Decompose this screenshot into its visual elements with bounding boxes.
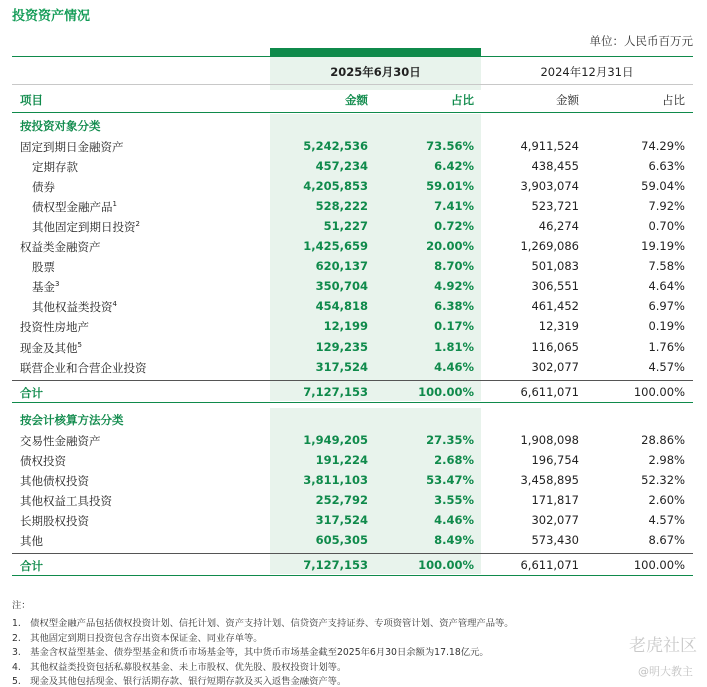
total-current-ratio: 100.00% <box>418 558 474 573</box>
section-title: 按会计核算方法分类 <box>20 413 124 427</box>
current-ratio: 59.01% <box>426 178 474 193</box>
prior-ratio: 28.86% <box>641 432 685 447</box>
row-label: 交易性金融资产 <box>20 433 101 448</box>
total-prior-ratio: 100.00% <box>633 384 685 399</box>
prior-ratio: 1.76% <box>648 339 685 354</box>
period-current: 2025年6月30日 <box>330 65 421 79</box>
current-amount: 5,242,536 <box>303 138 368 153</box>
prior-amount: 501,083 <box>531 259 579 274</box>
prior-ratio: 74.29% <box>641 138 685 153</box>
current-amount: 350,704 <box>315 279 368 294</box>
total-prior-amount: 6,611,071 <box>520 384 579 399</box>
prior-ratio: 4.64% <box>648 279 685 294</box>
current-amount: 3,811,103 <box>303 472 368 487</box>
prior-amount: 306,551 <box>531 279 579 294</box>
prior-ratio: 7.58% <box>648 259 685 274</box>
current-ratio: 8.49% <box>434 533 474 547</box>
prior-ratio: 2.98% <box>648 452 685 467</box>
prior-amount: 3,903,074 <box>520 178 579 193</box>
current-amount: 191,224 <box>315 452 368 467</box>
current-ratio: 7.41% <box>434 198 474 213</box>
current-ratio: 1.81% <box>434 339 474 354</box>
col-item-header: 项目 <box>20 93 43 107</box>
current-amount: 620,137 <box>315 259 368 274</box>
row-label-text: 债权型金融产品 <box>32 199 113 214</box>
prior-ratio: 19.19% <box>641 239 685 253</box>
watermark-user: @明大教主 <box>638 665 693 678</box>
col-ratio-prior: 占比 <box>662 93 685 107</box>
prior-amount: 302,077 <box>531 359 579 374</box>
total-bottom-rule <box>12 402 693 403</box>
current-amount: 317,524 <box>315 359 368 374</box>
prior-ratio: 52.32% <box>641 472 685 487</box>
footnote-item: 3. 基金含权益型基金、债券型基金和货币市场基金等，其中货币市场基金截至2025年6月30日余额为17.18亿元。 <box>12 647 489 659</box>
current-ratio: 3.55% <box>434 492 474 507</box>
current-amount: 317,524 <box>315 512 368 527</box>
prior-amount: 523,721 <box>531 198 579 213</box>
row-label: 投资性房地产 <box>20 320 89 335</box>
prior-ratio: 4.57% <box>648 359 685 374</box>
footnote-ref: 5 <box>77 340 82 349</box>
total-prior-amount: 6,611,071 <box>520 558 579 573</box>
prior-amount: 12,319 <box>538 319 579 334</box>
prior-amount: 4,911,524 <box>520 138 579 153</box>
current-ratio: 4.46% <box>434 359 474 374</box>
prior-ratio: 4.57% <box>648 512 685 527</box>
row-label-text: 现金及其他 <box>20 340 78 355</box>
current-ratio: 2.68% <box>434 452 474 467</box>
footnote-item: 5. 现金及其他包括现金、银行活期存款、银行短期存款及买入返售金融资产等。 <box>12 676 347 687</box>
section-title: 按投资对象分类 <box>20 119 101 133</box>
prior-amount: 438,455 <box>531 158 579 173</box>
current-amount: 528,222 <box>315 198 368 213</box>
prior-amount: 573,430 <box>531 533 579 547</box>
prior-ratio: 0.70% <box>648 218 685 233</box>
row-label <box>32 219 140 235</box>
prior-ratio: 2.60% <box>648 492 685 507</box>
row-label <box>32 199 117 215</box>
col-amount-current: 金额 <box>345 93 368 107</box>
current-ratio: 53.47% <box>426 472 474 487</box>
notes-title: 注： <box>12 600 31 611</box>
current-ratio: 0.72% <box>434 218 474 233</box>
prior-amount: 1,269,086 <box>520 239 579 253</box>
prior-ratio: 6.97% <box>648 299 685 314</box>
prior-ratio: 8.67% <box>648 533 685 547</box>
row-label-text: 其他权益类投资 <box>32 300 113 315</box>
row-label: 固定到期日金融资产 <box>20 139 124 154</box>
total-prior-ratio: 100.00% <box>633 558 685 573</box>
current-amount: 12,199 <box>323 319 368 334</box>
footnote-item: 1. 债权型金融产品包括债权投资计划、信托计划、资产支持计划、信贷资产支持证券、专项资管计划、资产管理产品等。 <box>12 618 514 629</box>
row-label: 定期存款 <box>32 159 78 174</box>
current-amount: 454,818 <box>315 299 368 314</box>
current-ratio: 73.56% <box>426 138 474 153</box>
col-ratio-current: 占比 <box>451 93 474 107</box>
footnote-ref: 1 <box>112 199 117 208</box>
current-amount: 1,425,659 <box>303 239 368 253</box>
total-label: 合计 <box>20 559 43 574</box>
current-ratio: 0.17% <box>434 319 474 334</box>
current-amount: 605,305 <box>315 533 368 547</box>
current-ratio: 27.35% <box>426 432 474 447</box>
current-amount: 457,234 <box>315 158 368 173</box>
row-label: 其他权益工具投资 <box>20 493 112 508</box>
total-current-ratio: 100.00% <box>418 384 474 399</box>
footnote-item: 4. 其他权益类投资包括私募股权基金、未上市股权、优先股、股权投资计划等。 <box>12 661 347 673</box>
prior-ratio: 0.19% <box>648 319 685 334</box>
current-period-bar <box>270 48 481 56</box>
row-label-text: 其他固定到期日投资 <box>32 219 136 234</box>
row-label: 联营企业和合营企业投资 <box>20 360 147 375</box>
header-bottom-rule <box>12 112 693 113</box>
current-amount: 4,205,853 <box>303 178 368 193</box>
prior-amount: 46,274 <box>538 218 579 233</box>
prior-ratio: 6.63% <box>648 158 685 173</box>
total-label: 合计 <box>20 385 43 400</box>
current-amount: 51,227 <box>323 218 368 233</box>
current-ratio: 4.46% <box>434 512 474 527</box>
row-label: 债券 <box>32 179 55 194</box>
row-label: 其他债权投资 <box>20 473 89 488</box>
prior-ratio: 59.04% <box>641 178 685 193</box>
current-ratio: 20.00% <box>426 239 474 253</box>
row-label: 股票 <box>32 260 55 275</box>
row-label <box>32 299 117 315</box>
row-label <box>32 279 59 295</box>
prior-amount: 302,077 <box>531 512 579 527</box>
prior-amount: 461,452 <box>531 299 579 314</box>
period-prior: 2024年12月31日 <box>540 65 634 79</box>
prior-amount: 1,908,098 <box>520 432 579 447</box>
current-ratio: 4.92% <box>434 279 474 294</box>
row-label <box>20 340 82 356</box>
unit-label: 单位：人民币百万元 <box>589 34 693 48</box>
current-ratio: 6.42% <box>434 158 474 173</box>
prior-amount: 171,817 <box>531 492 579 507</box>
prior-ratio: 7.92% <box>648 198 685 213</box>
header-mid-rule <box>12 84 693 85</box>
prior-amount: 3,458,895 <box>520 472 579 487</box>
current-amount: 1,949,205 <box>303 432 368 447</box>
total-bottom-rule <box>12 575 693 576</box>
current-amount: 129,235 <box>315 339 368 354</box>
total-current-amount: 7,127,153 <box>303 558 368 573</box>
current-ratio: 8.70% <box>434 259 474 274</box>
col-amount-prior: 金额 <box>556 93 579 107</box>
total-current-amount: 7,127,153 <box>303 384 368 399</box>
current-ratio: 6.38% <box>434 299 474 314</box>
footnote-ref: 2 <box>135 220 140 229</box>
footnote-ref: 4 <box>112 300 117 309</box>
prior-amount: 116,065 <box>531 339 579 354</box>
row-label: 权益类金融资产 <box>20 240 101 254</box>
row-label: 长期股权投资 <box>20 513 89 528</box>
footnote-item: 2. 其他固定到期日投资包含存出资本保证金、同业存单等。 <box>12 632 263 644</box>
current-amount: 252,792 <box>315 492 368 507</box>
footnote-ref: 3 <box>55 280 60 289</box>
page-title: 投资资产情况 <box>12 9 91 24</box>
watermark-logo: 老虎社区 <box>629 636 697 656</box>
row-label-text: 基金 <box>32 280 55 295</box>
prior-amount: 196,754 <box>531 452 579 467</box>
row-label: 债权投资 <box>20 453 66 468</box>
row-label: 其他 <box>20 534 43 548</box>
